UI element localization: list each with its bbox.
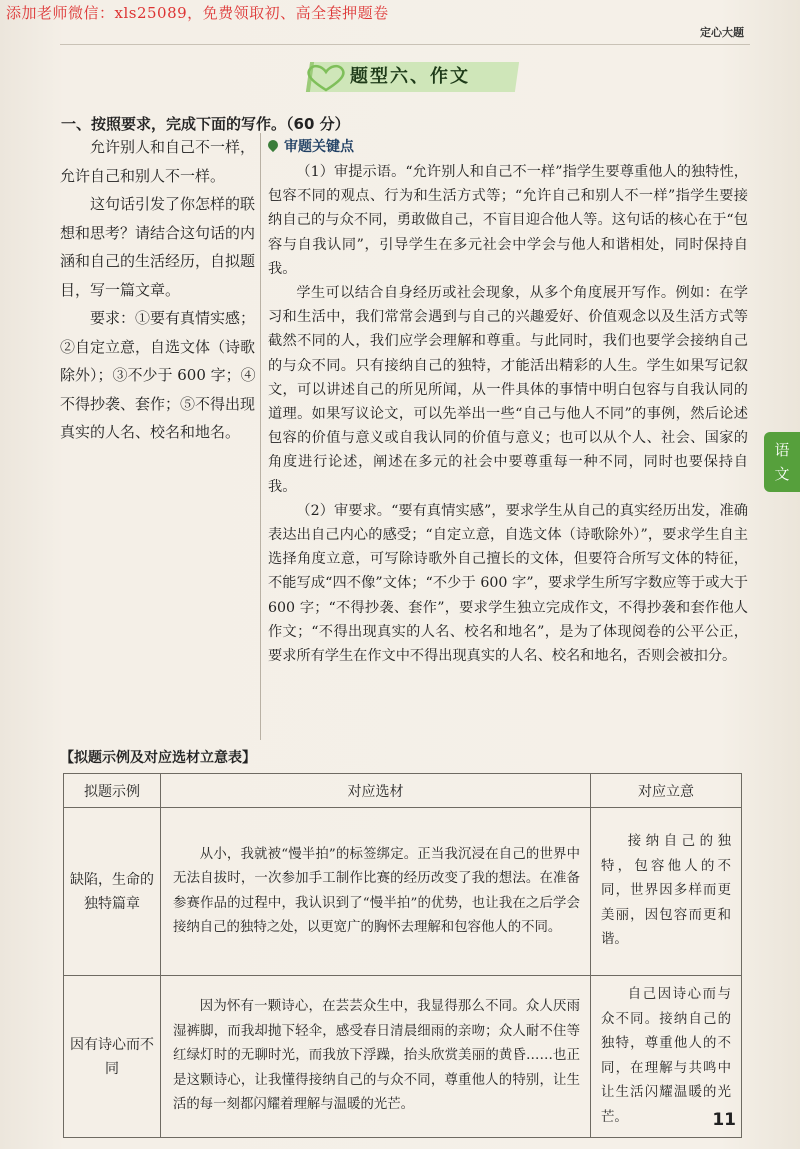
table-header-row <box>64 774 742 808</box>
table-row <box>64 808 742 976</box>
watermark-text: 添加老师微信：xls25089，免费领取初、高全套押题卷 <box>6 4 389 22</box>
key-point-paragraph: （2）审要求。“要有真情实感”，要求学生从自己的真实经历出发，准确表达出自己内心的感受；“自定立意，自选文体（诗歌除外）”，要求学生自主选择角度立意，可写除诗歌外自己擅长的文体，但要符合所写文体的特征，不能写成“四不像”文体；“不少于 600 字”，要求学生所写字数应等于或大于 600 字；“不得抄袭、套作”，要求学生独立完成作文，不得抄袭和套作他人作文；“不得出现真实的人名、校名和地名”，是为了体现阅卷的公平公正，要求所有学生在作文中不得出现真实的人名、校名和地名，否则会被扣分。 <box>268 502 748 665</box>
key-points-heading-text: 审题关键点 <box>284 139 354 155</box>
row-material-text: 因为怀有一颗诗心，在芸芸众生中，我显得那么不同。众人厌雨湿裤脚，而我却抛下轻伞，感受春日清晨细雨的亲吻；众人耐不住等红绿灯时的无聊时光，而我放下浮躁，抬头欣赏美丽的黄昏……也正是这颗诗心，让我懂得接纳自己的与众不同，尊重他人的特别，让生活的每一刻都闪耀着理解与温暖的光芒。 <box>173 999 580 1113</box>
page-number: 11 <box>712 1110 736 1130</box>
prompt-column <box>60 133 261 740</box>
subject-tab-chinese[interactable] <box>764 432 800 492</box>
key-points-body <box>268 160 748 668</box>
table-title: 【拟题示例及对应选材立意表】 <box>60 750 256 766</box>
row-title: 缺陷，生命的独特篇章 <box>64 808 161 976</box>
location-pin-icon <box>266 138 280 152</box>
row-material-text: 从小，我就被“慢半拍”的标签绑定。正当我沉浸在自己的世界中无法自拔时，一次参加手工制作比赛的经历改变了我的想法。在准备参赛作品的过程中，我认识到了“慢半拍”的优势，也让我在之后学会接纳自己的独特之处，以更宽广的胸怀去理解和包容他人的不同。 <box>173 846 580 935</box>
subject-tab-char: 语 <box>774 441 790 459</box>
prompt-requirements: 要求：①要有真情实感；②自定立意，自选文体（诗歌除外）；③不少于 600 字；④不得抄袭、套作；⑤不得出现真实的人名、校名和地名。 <box>60 309 256 441</box>
prompt-quote: 允许别人和自己不一样，允许自己和别人不一样。 <box>60 138 256 185</box>
row-theme-text: 自己因诗心而与众不同。接纳自己的独特，尊重他人的不同，在理解与共鸣中让生活闪耀温暖的光芒。 <box>601 987 731 1125</box>
subject-tab-char: 文 <box>774 465 790 483</box>
question-title: 一、按照要求，完成下面的写作。（60 分） <box>61 115 350 133</box>
table-row <box>64 976 742 1138</box>
table-header-cell: 对应立意 <box>591 774 742 808</box>
writing-prompt <box>60 133 260 447</box>
key-points-heading <box>268 136 354 156</box>
row-theme-text: 接纳自己的独特，包容他人的不同，世界因多样而更美丽，因包容而更和谐。 <box>601 834 731 948</box>
section-header: 定心大题 <box>700 26 744 39</box>
row-title: 因有诗心而不同 <box>64 976 161 1138</box>
header-divider <box>60 44 750 45</box>
key-point-paragraph: （1）审提示语。“允许别人和自己不一样”指学生要尊重他人的独特性，包容不同的观点、行为和生活方式等；“允许自己和别人不一样”指学生要接纳自己的与众不同，勇敢做自己，不盲目迎合他人等。这句话的核心在于“包容与自我认同”，引导学生在多元社会中学会与他人和谐相处，同时保持自我。 <box>268 164 748 277</box>
table-header-cell: 拟题示例 <box>64 774 161 808</box>
banner-title: 题型六、作文 <box>350 66 470 87</box>
table-header-cell: 对应选材 <box>161 774 591 808</box>
topic-table <box>63 773 742 1138</box>
heart-icon <box>302 62 350 94</box>
row-theme <box>591 808 742 976</box>
prompt-instruction: 这句话引发了你怎样的联想和思考？请结合这句话的内涵和自己的生活经历，自拟题目，写一篇文章。 <box>60 195 256 299</box>
row-material <box>161 976 591 1138</box>
row-material <box>161 808 591 976</box>
key-point-paragraph: 学生可以结合自身经历或社会现象，从多个角度展开写作。例如：在学习和生活中，我们常常会遇到与自己的兴趣爱好、价值观念以及生活方式等截然不同的人，我们应学会理解和尊重。与此同时，我们也要学会接纳自己的与众不同。只有接纳自己的独特，才能活出精彩的人生。学生如果写记叙文，可以讲述自己的所见所闻，从一件具体的事情中明白包容与自我认同的道理。如果写议论文，可以先举出一些“自己与他人不同”的事例，然后论述包容的价值与意义或自我认同的价值与意义；也可以从个人、社会、国家的角度进行论述，阐述在多元的社会中要尊重每一种不同，同时也要保持自我。 <box>268 285 748 495</box>
